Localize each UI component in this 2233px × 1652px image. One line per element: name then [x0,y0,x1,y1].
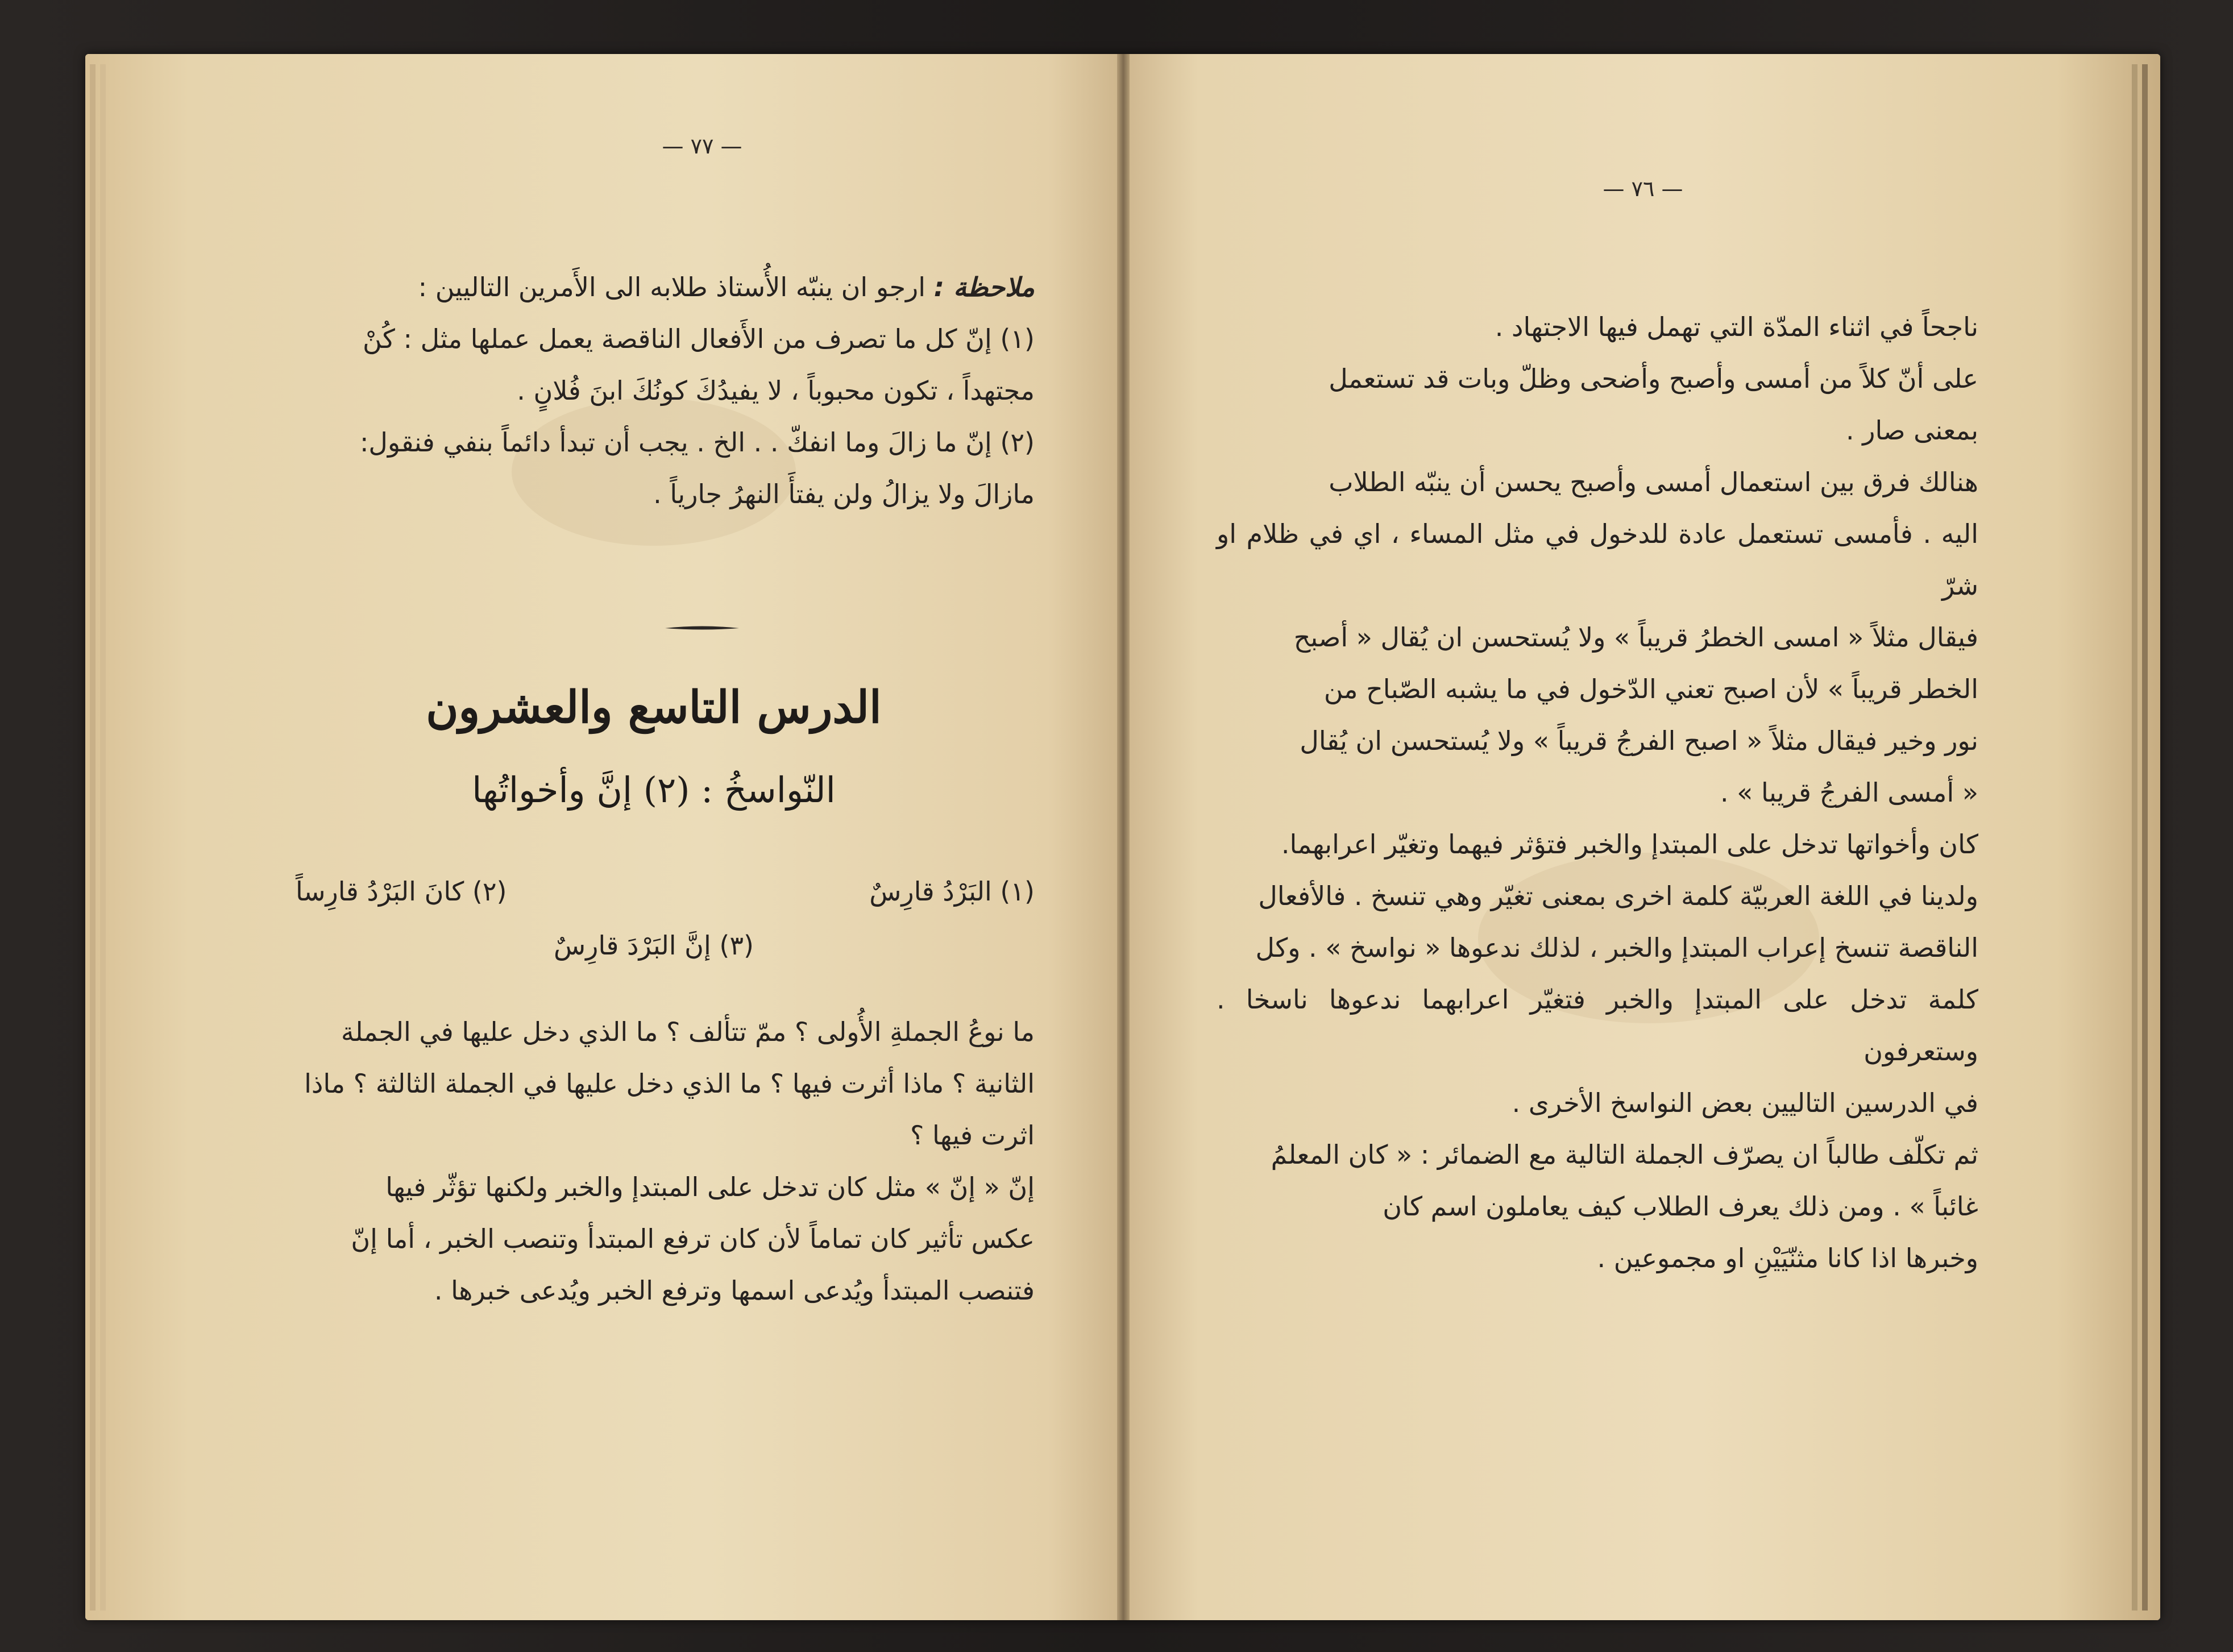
note-label: ملاحظة : [933,272,1035,302]
body-line: غائباً » . ومن ذلك يعرف الطلاب كيف يعاملون اسم كان [1383,1191,1978,1222]
note-intro-line [273,262,1035,313]
right-page-edge [2142,64,2148,1611]
body-line: وخبرها اذا كانا مثنّيَيْنِ او مجموعين . [1597,1243,1978,1273]
example-3: (٣) إنَّ البَرْدَ قارِسٌ [554,929,754,961]
body-line: فتنصب المبتدأ ويُدعى اسمها وترفع الخبر ويُدعى خبرها . [434,1275,1035,1306]
body-line: كلمة تدخل على المبتدإ والخبر فتغيّر اعرابهما ندعوها ناسخا . وستعرفون [1217,984,1978,1066]
body-line: عكس تأثير كان تماماً لأن كان ترفع المبتدأ وتنصب الخبر ، أما إنّ [351,1223,1035,1254]
body-line: ناجحاً في اثناء المدّة التي تهمل فيها الاجتهاد . [1495,312,1978,342]
body-line: كان وأخواتها تدخل على المبتدإ والخبر فتؤثر فيهما وتغيّر اعرابهما. [1281,829,1978,860]
body-line: في الدرسين التاليين بعض النواسخ الأخرى . [1512,1088,1978,1118]
example-1: (١) البَرْدُ قارِسٌ [869,875,1035,907]
book-gutter [1117,54,1130,1620]
example-sentences [273,864,1035,972]
body-line: اليه . فأمسى تستعمل عادة للدخول في مثل المساء ، اي في ظلام او شرّ [1217,518,1978,601]
note-item1-line1: (١) إنّ كل ما تصرف من الأَفعال الناقصة يعمل عملها مثل : كُنْ [362,323,1035,354]
body-line: الثانية ؟ ماذا أثرت فيها ؟ ما الذي دخل عليها في الجملة الثالثة ؟ ماذا [304,1068,1035,1099]
body-line: فيقال مثلاً « امسى الخطرُ قريباً » ولا يُستحسن ان يُقال « أصبح [1293,622,1978,653]
examples-row-2 [273,918,1035,972]
body-line: الخطر قريباً » لأن اصبح تعني الدّخول في ما يشبه الصّباح من [1323,674,1978,704]
right-page-edge-inner [2132,64,2137,1611]
note-block [273,262,1035,520]
note-item2-line1: (٢) إنّ ما زالَ وما انفكّ . . الخ . يجب أن تبدأ دائماً بنفي فنقول: [359,427,1035,458]
right-page-number: — ٧٦ — [1603,176,1683,201]
section-divider [665,625,739,631]
lesson-title: الدرس التاسع والعشرون [426,682,882,733]
lesson-subtitle: النّواسخُ : (٢) إنَّ وأخواتُها [472,769,836,811]
left-page-edge [90,64,96,1611]
body-line: ولدينا في اللغة العربيّة كلمة اخرى بمعنى تغيّر وهي تنسخ . فالأفعال [1258,881,1978,911]
body-line: ما نوعُ الجملةِ الأُولى ؟ ممّ تتألف ؟ ما الذي دخل عليها في الجملة [341,1016,1035,1047]
right-body-text [1217,301,1978,1284]
body-line: الناقصة تنسخ إعراب المبتدإ والخبر ، لذلك ندعوها « نواسخ » . وكل [1255,932,1978,963]
note-item2-line2: مازالَ ولا يزالُ ولن يفتأَ النهرُ جارياً . [653,479,1035,509]
body-line: ثم تكلّف طالباً ان يصرّف الجملة التالية مع الضمائر : « كان المعلمُ [1271,1139,1978,1170]
body-line: هنالك فرق بين استعمال أمسى وأصبح يحسن أن ينبّه الطلاب [1329,467,1978,497]
note-item1-line2: مجتهداً ، تكون محبوباً ، لا يفيدُكَ كونُكَ ابنَ فُلانٍ . [517,375,1035,406]
body-line: بمعنى صار . [1846,415,1978,446]
body-line: نور وخير فيقال مثلاً « اصبح الفرجُ قريباً » ولا يُستحسن ان يُقال [1300,725,1978,756]
note-intro: ارجو ان ينبّه الأُستاذ طلابه الى الأَمرين التاليين : [418,272,926,302]
body-line: اثرت فيها ؟ [910,1120,1035,1151]
left-body-text [273,1006,1035,1317]
left-page-number: — ٧٧ — [662,134,742,159]
body-line: « أمسى الفرجُ قريبا » . [1720,777,1978,808]
examples-row-1 [273,864,1035,918]
example-2: (٢) كانَ البَرْدُ قارِساً [296,875,507,907]
body-line: على أنّ كلاً من أمسى وأصبح وأضحى وظلّ وبات قد تستعمل [1329,363,1978,394]
left-page-edge-inner [100,64,106,1611]
body-line: إنّ « إنّ » مثل كان تدخل على المبتدإ والخبر ولكنها تؤثّر فيها [385,1172,1035,1202]
